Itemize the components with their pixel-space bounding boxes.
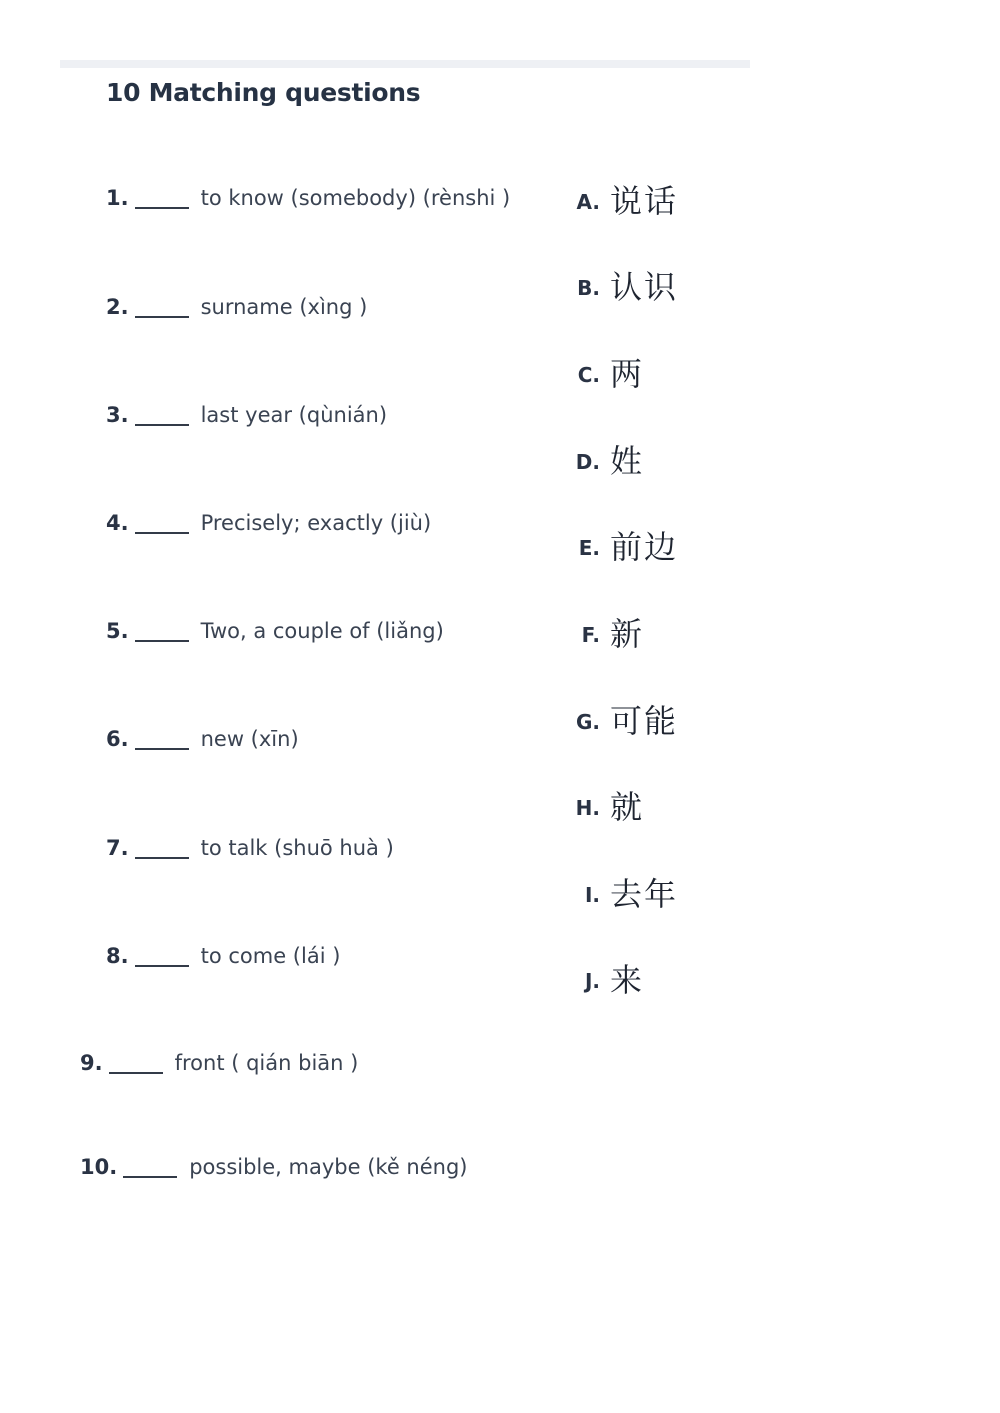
answer-option-f[interactable] xyxy=(570,609,644,655)
question-item-6 xyxy=(106,727,299,751)
question-text: Precisely; exactly (jiù) xyxy=(200,511,432,535)
question-number: 4. xyxy=(106,511,129,535)
answer-blank[interactable] xyxy=(123,1176,177,1178)
question-item-10 xyxy=(80,1155,467,1179)
question-text: to come (lái ) xyxy=(200,944,341,968)
question-number: 6. xyxy=(106,727,129,751)
question-item-1 xyxy=(106,186,510,210)
answer-text: 姓 xyxy=(610,442,645,480)
question-item-2 xyxy=(106,295,367,319)
answer-blank[interactable] xyxy=(109,1072,163,1074)
answer-blank[interactable] xyxy=(135,857,189,859)
question-number: 9. xyxy=(80,1051,103,1075)
question-text: front ( qián biān ) xyxy=(174,1051,359,1075)
answer-option-e[interactable] xyxy=(570,522,678,568)
answer-option-c[interactable] xyxy=(570,349,644,395)
question-item-7 xyxy=(106,836,394,860)
question-number: 7. xyxy=(106,836,129,860)
answer-option-h[interactable] xyxy=(570,782,644,828)
question-text: new (xīn) xyxy=(200,727,299,751)
answer-text: 来 xyxy=(610,961,645,999)
answer-text: 说话 xyxy=(610,182,679,220)
answer-blank[interactable] xyxy=(135,965,189,967)
question-number: 5. xyxy=(106,619,129,643)
question-number: 10. xyxy=(80,1155,118,1179)
answer-letter: F. xyxy=(581,623,600,647)
question-text: to talk (shuō huà ) xyxy=(200,836,394,860)
answer-blank[interactable] xyxy=(135,207,189,209)
question-text: surname (xìng ) xyxy=(200,295,368,319)
answer-blank[interactable] xyxy=(135,640,189,642)
question-number: 1. xyxy=(106,186,129,210)
question-text: last year (qùnián) xyxy=(200,403,388,427)
question-item-5 xyxy=(106,619,444,643)
answer-letter: A. xyxy=(576,190,600,214)
question-text: to know (somebody) (rènshi ) xyxy=(200,186,511,210)
answer-letter: G. xyxy=(575,710,600,734)
question-text: Two, a couple of (liǎng) xyxy=(200,619,444,643)
answer-blank[interactable] xyxy=(135,748,189,750)
question-item-8 xyxy=(106,944,340,968)
answer-option-i[interactable] xyxy=(570,869,678,915)
answer-letter: C. xyxy=(577,363,600,387)
question-item-3 xyxy=(106,403,387,427)
question-number: 2. xyxy=(106,295,129,319)
answer-blank[interactable] xyxy=(135,532,189,534)
answer-letter: I. xyxy=(584,883,600,907)
answer-blank[interactable] xyxy=(135,424,189,426)
answer-letter: E. xyxy=(578,536,600,560)
question-number: 8. xyxy=(106,944,129,968)
answer-text: 可能 xyxy=(610,702,679,740)
answer-text: 认识 xyxy=(610,268,679,306)
answer-text: 新 xyxy=(610,615,645,653)
answer-option-d[interactable] xyxy=(570,436,644,482)
answer-option-g[interactable] xyxy=(570,696,678,742)
answer-text: 两 xyxy=(610,355,645,393)
page-title: 10 Matching questions xyxy=(106,78,421,107)
question-text: possible, maybe (kě néng) xyxy=(189,1155,468,1179)
answer-option-b[interactable] xyxy=(570,262,678,308)
answer-text: 前边 xyxy=(610,528,679,566)
question-number: 3. xyxy=(106,403,129,427)
answer-blank[interactable] xyxy=(135,316,189,318)
answer-option-j[interactable] xyxy=(570,955,644,1001)
answer-option-a[interactable] xyxy=(570,176,678,222)
question-item-9 xyxy=(80,1051,358,1075)
answer-letter: B. xyxy=(577,276,600,300)
answer-letter: J. xyxy=(584,969,600,993)
answer-letter: D. xyxy=(575,450,600,474)
answer-letter: H. xyxy=(575,796,600,820)
question-item-4 xyxy=(106,511,431,535)
header-divider xyxy=(60,60,750,68)
answer-text: 去年 xyxy=(610,875,679,913)
answer-text: 就 xyxy=(610,788,645,826)
